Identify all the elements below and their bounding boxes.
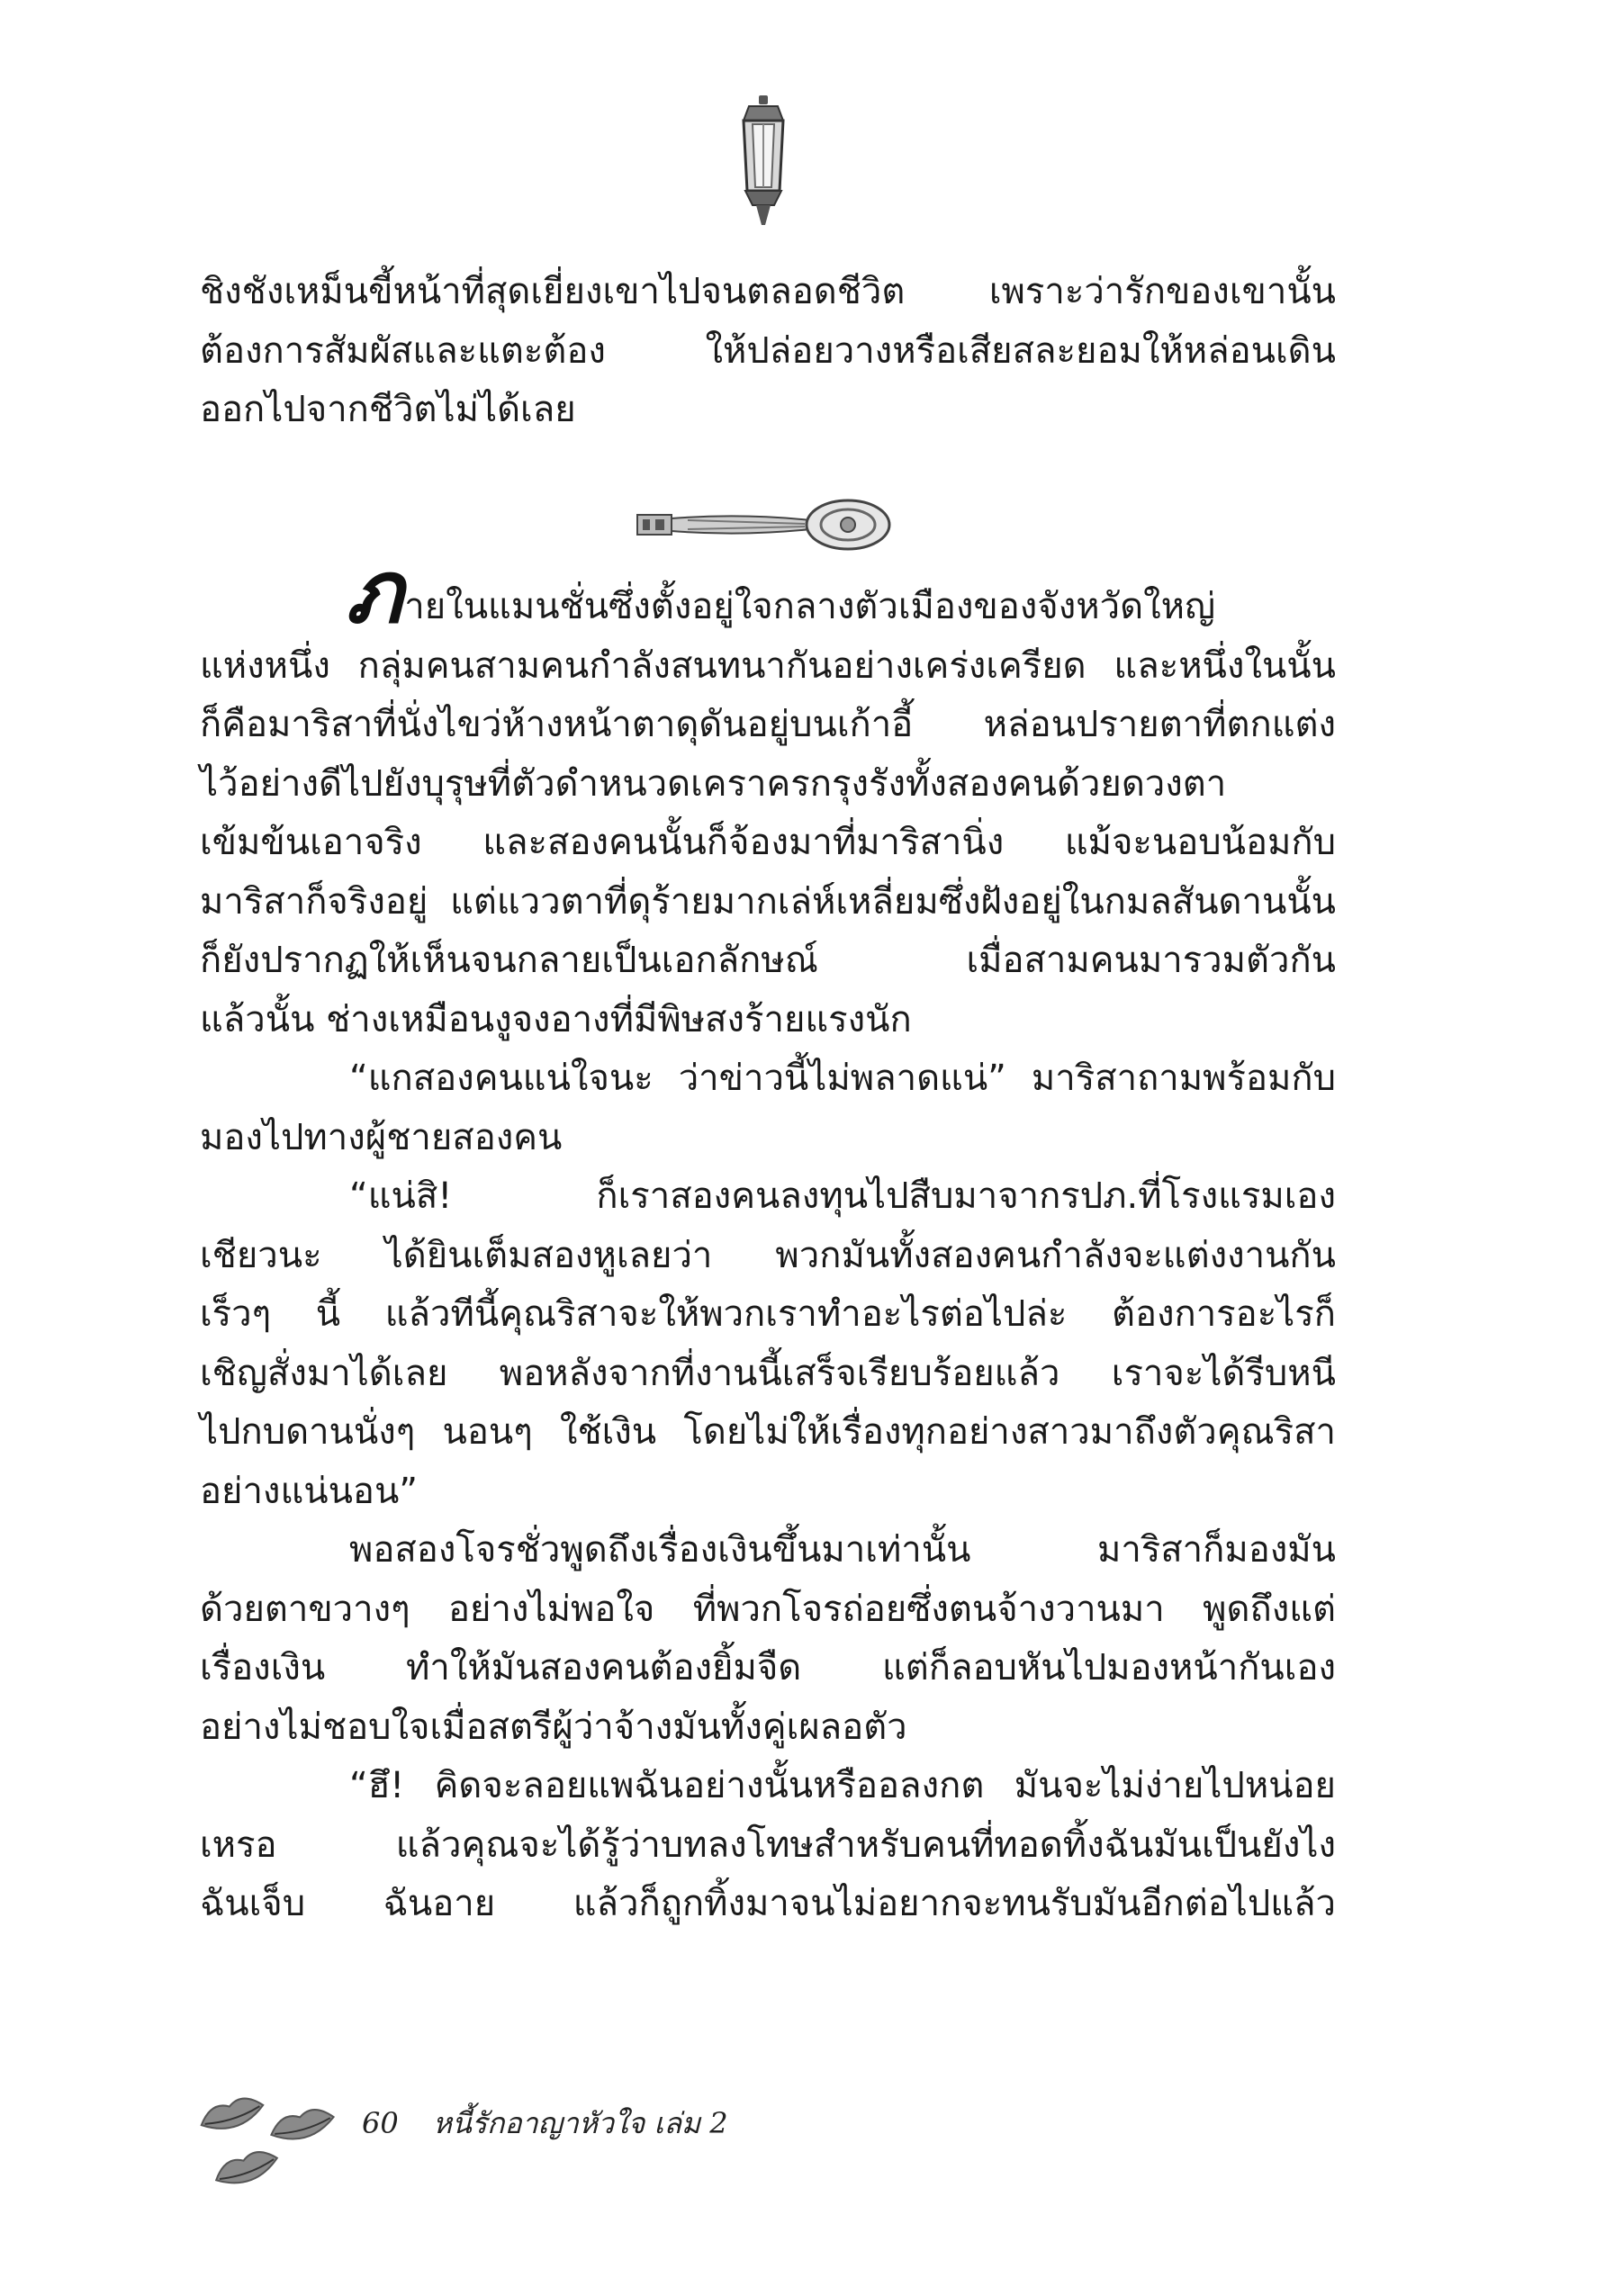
text-line: “ฮึ! คิดจะลอยแพฉันอย่างนั้นหรืออลงกต มันจะไม่ง่ายไปหน่อย	[349, 1765, 1336, 1806]
text-line: เชียวนะ ได้ยินเต็มสองหูเลยว่า พวกมันทั้งสองคนกำลังจะแต่งงานกัน	[200, 1234, 1336, 1276]
text-line: ไว้อย่างดีไปยังบุรุษที่ตัวดำหนวดเคราครกรุงรังทั้งสองคนด้วยดวงตา	[200, 762, 1227, 805]
text-line: ายในแมนชั่นซึ่งตั้งอยู่ใจกลางตัวเมืองของจังหวัดใหญ่	[404, 586, 1216, 627]
text-line: มองไปทางผู้ชายสองคน	[200, 1116, 563, 1158]
paragraph	[200, 541, 1336, 991]
paragraph	[200, 1109, 1336, 1168]
lips-icon	[193, 2086, 349, 2200]
paragraph	[200, 1049, 1336, 1109]
text-line: เหรอ แล้วคุณจะได้รู้ว่าบทลงโทษสำหรับคนที่ทอดทิ้งฉันมันเป็นยังไง	[200, 1823, 1336, 1866]
key-ornament-icon	[634, 497, 897, 553]
text-line: อย่างไม่ชอบใจเมื่อสตรีผู้ว่าจ้างมันทั้งคู่เผลอตัว	[200, 1706, 907, 1748]
paragraph	[200, 1757, 1336, 1934]
text-line: มาริสาก็จริงอยู่ แต่แววตาที่ดุร้ายมากเล่ห์เหลี่ยมซึ่งฝังอยู่ในกมลสันดานนั้น	[200, 880, 1336, 923]
text-block-intro	[200, 263, 1336, 440]
text-line: แล้วนั้น ช่างเหมือนงูจงอางที่มีพิษสงร้ายแรงนัก	[200, 998, 912, 1040]
paragraph	[200, 991, 1336, 1050]
paragraph	[200, 1521, 1336, 1698]
page-footer	[362, 2101, 728, 2147]
paragraph	[200, 263, 1336, 381]
text-line: เชิญสั่งมาได้เลย พอหลังจากที่งานนี้เสร็จเรียบร้อยแล้ว เราจะได้รีบหนี	[200, 1352, 1336, 1394]
text-line: ก็ยังปรากฏให้เห็นจนกลายเป็นเอกลักษณ์ เมื่อสามคนมารวมตัวกัน	[200, 940, 1336, 981]
text-line: ไปกบดานนั่งๆ นอนๆ ใช้เงิน โดยไม่ให้เรื่องทุกอย่างสาวมาถึงตัวคุณริสา	[200, 1411, 1336, 1453]
paragraph	[200, 381, 1336, 440]
text-line: แห่งหนึ่ง กลุ่มคนสามคนกำลังสนทนากันอย่างเคร่งเครียด และหนึ่งในนั้น	[200, 644, 1336, 687]
text-line: เรื่องเงิน ทำให้มันสองคนต้องยิ้มจืด แต่ก็ลอบหันไปมองหน้ากันเอง	[200, 1647, 1336, 1688]
paragraph	[200, 1167, 1336, 1463]
text-line: พอสองโจรชั่วพูดถึงเรื่องเงินขึ้นมาเท่านั้น มาริสาก็มองมัน	[349, 1529, 1336, 1571]
text-line: “แกสองคนแน่ใจนะ ว่าข่าวนี้ไม่พลาดแน่” มาริสาถามพร้อมกับ	[349, 1058, 1336, 1099]
first-line	[200, 541, 1216, 643]
paragraph	[200, 1698, 1336, 1758]
text-line: ฉันเจ็บ ฉันอาย แล้วก็ถูกทิ้งมาจนไม่อยากจะทนรับมันอีกต่อไปแล้ว	[200, 1883, 1336, 1924]
text-block-main	[200, 541, 1336, 1934]
text-line: ด้วยตาขวางๆ อย่างไม่พอใจ ที่พวกโจรถ่อยซึ่งตนจ้างวานมา พูดถึงแต่	[200, 1588, 1336, 1630]
book-title: หนี้รักอาญาหัวใจ เล่ม 2	[432, 2106, 728, 2140]
text-line: เร็วๆ นี้ แล้วทีนี้คุณริสาจะให้พวกเราทำอะไรต่อไปล่ะ ต้องการอะไรก็	[200, 1293, 1336, 1335]
text-line: ต้องการสัมผัสและแตะต้อง ให้ปล่อยวางหรือเสียสละยอมให้หล่อนเดิน	[200, 329, 1336, 372]
text-line: ก็คือมาริสาที่นั่งไขว่ห้างหน้าตาดุดันอยู่บนเก้าอี้ หล่อนปรายตาที่ตกแต่ง	[200, 704, 1336, 745]
lantern-icon	[731, 94, 796, 230]
text-line: “แน่สิ! ก็เราสองคนลงทุนไปสืบมาจากรปภ.ที่โรงแรมเอง	[349, 1175, 1336, 1217]
page-number: 60	[362, 2106, 399, 2140]
paragraph	[200, 1463, 1336, 1522]
text-line: ชิงชังเหม็นขี้หน้าที่สุดเยี่ยงเขาไปจนตลอดชีวิต เพราะว่ารักของเขานั้น	[200, 271, 1336, 312]
text-line: เข้มข้นเอาจริง และสองคนนั้นก็จ้องมาที่มาริสานิ่ง แม้จะนอบน้อมกับ	[200, 822, 1336, 863]
drop-cap: ภ	[346, 541, 403, 643]
text-line: อย่างแน่นอน”	[200, 1470, 419, 1512]
text-line: ออกไปจากชีวิตไม่ได้เลย	[200, 389, 576, 430]
